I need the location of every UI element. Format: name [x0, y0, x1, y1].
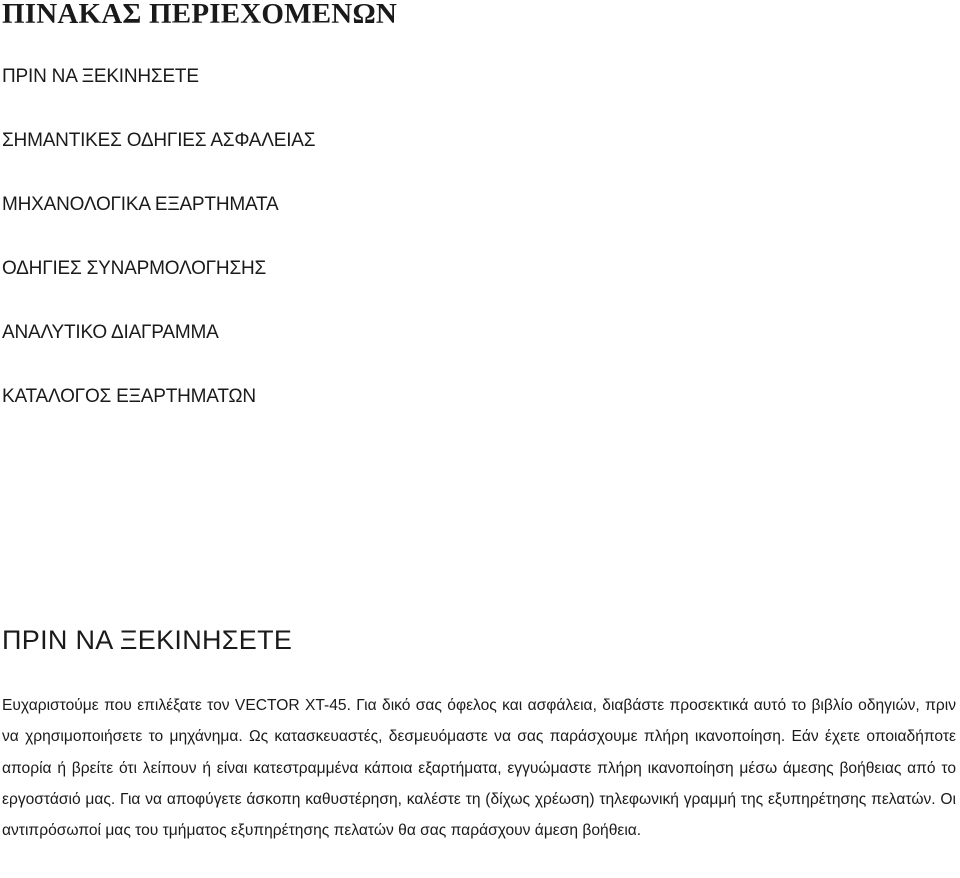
toc-item-mechanical-parts: ΜΗΧΑΝΟΛΟΓΙΚΑ ΕΞΑΡΤΗΜΑΤΑ	[2, 194, 279, 215]
toc-title: ΠΙΝΑΚΑΣ ΠΕΡΙΕΧΟΜΕΝΩΝ	[2, 0, 398, 30]
intro-paragraph: Ευχαριστούμε που επιλέξατε τον VECTOR XT-45. Για δικό σας όφελος και ασφάλεια, διαβάστε προσεκτικά αυτό το βιβλίο οδηγιών, πριν να χρησιμοποιήσετε το μηχάνημα. Ως κατασκευαστές, δεσμευόμαστε να σας παράσχουμε πλήρη ικανοποίηση. Εάν έχετε οποιαδήποτε απορία ή βρείτε ότι λείπουν ή είναι κατεστραμμένα κάποια εξαρτήματα, εγγυώμαστε πλήρη ικανοποίηση μέσω άμεσης βοήθειας από το εργοστάσιό μας. Για να αποφύγετε άσκοπη καθυστέρηση, καλέστε τη (δίχως χρέωση) τηλεφωνική γραμμή της εξυπηρέτησης πελατών. Οι αντιπρόσωποί μας του τμήματος εξυπηρέτησης πελατών θα σας παράσχουν άμεση βοήθεια.	[2, 697, 956, 840]
toc-list	[2, 64, 315, 448]
toc-item-exploded-diagram: ΑΝΑΛΥΤΙΚΟ ΔΙΑΓΡΑΜΜΑ	[2, 322, 219, 343]
toc-item-parts-list: ΚΑΤΑΛΟΓΟΣ ΕΞΑΡΤΗΜΑΤΩΝ	[2, 386, 256, 407]
toc-item-assembly-instructions: ΟΔΗΓΙΕΣ ΣΥΝΑΡΜΟΛΟΓΗΣΗΣ	[2, 258, 267, 279]
section-title: ΠΡΙΝ ΝΑ ΞΕΚΙΝΗΣΕΤΕ	[2, 625, 293, 655]
toc-item-safety-instructions: ΣΗΜΑΝΤΙΚΕΣ ΟΔΗΓΙΕΣ ΑΣΦΑΛΕΙΑΣ	[2, 130, 316, 151]
toc-item-before-you-start: ΠΡΙΝ ΝΑ ΞΕΚΙΝΗΣΕΤΕ	[2, 66, 199, 87]
